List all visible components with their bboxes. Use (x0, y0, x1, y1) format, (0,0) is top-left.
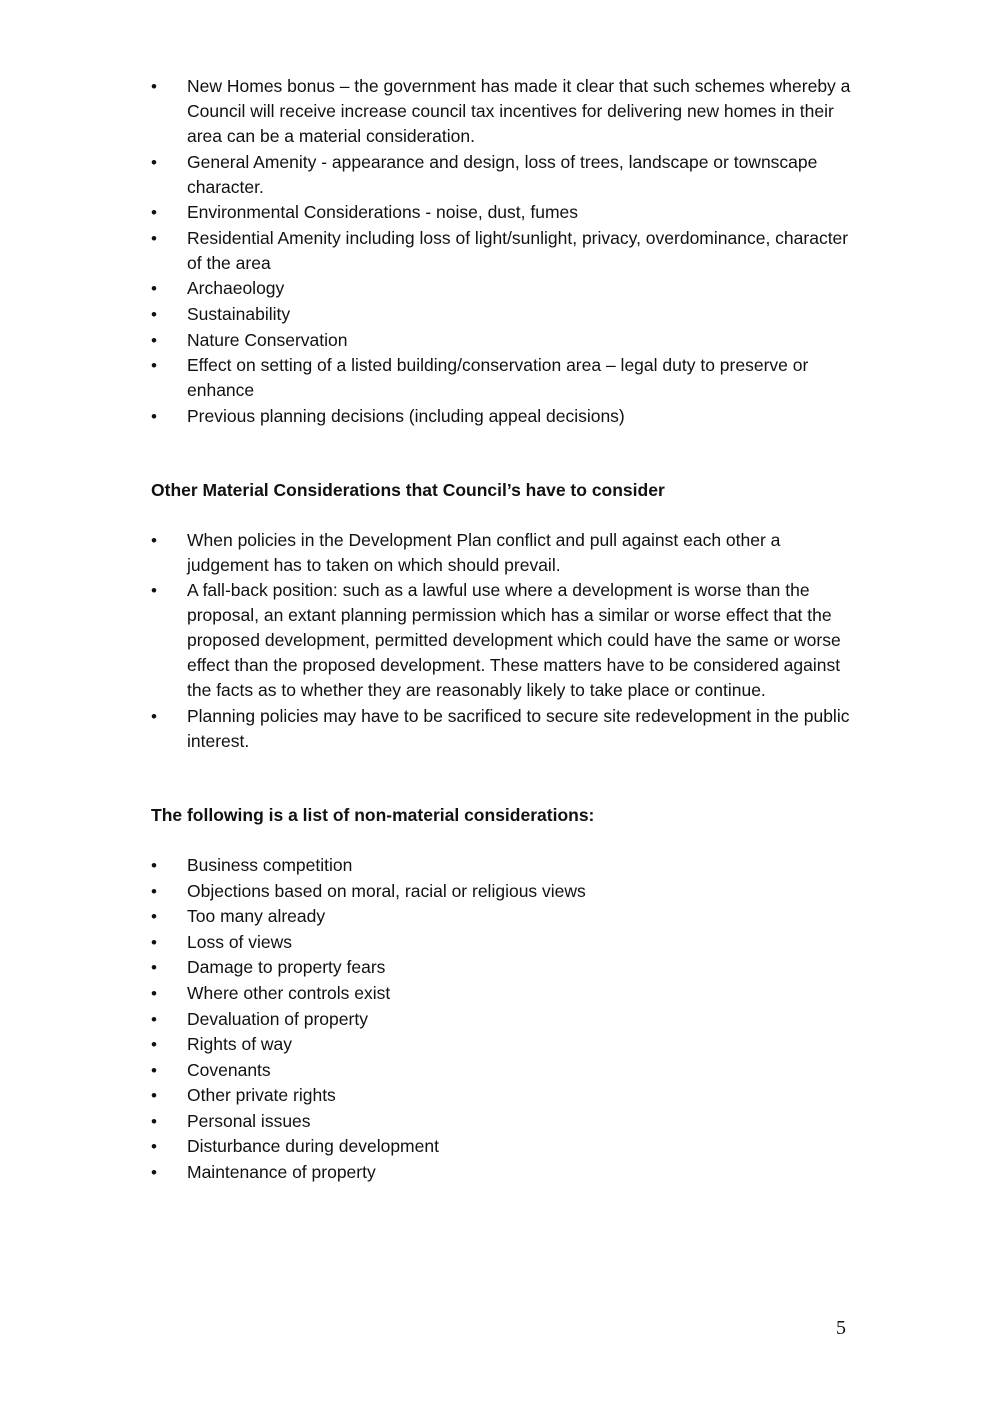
bullet-icon: • (151, 1137, 157, 1157)
section-heading-non-material: The following is a list of non-material considerations: (151, 804, 595, 825)
list-item (151, 328, 856, 353)
list-item (151, 853, 856, 878)
list-item (151, 704, 856, 754)
list-item (151, 930, 856, 955)
non-material-considerations-list (151, 853, 856, 1185)
list-item-text: New Homes bonus – the government has made it clear that such schemes whereby a Council will receive increase council tax incentives for delivering new homes in their area can be a material consideration. (187, 76, 851, 146)
bullet-icon: • (151, 356, 157, 376)
bullet-icon: • (151, 581, 157, 601)
list-item-text: Objections based on moral, racial or religious views (187, 880, 586, 901)
list-item (151, 200, 856, 225)
list-item-text: When policies in the Development Plan conflict and pull against each other a judgement has to taken on which should prevail. (187, 529, 781, 575)
bullet-icon: • (151, 203, 157, 223)
bullet-icon: • (151, 152, 157, 172)
bullet-icon: • (151, 406, 157, 426)
list-item-text: Personal issues (187, 1110, 311, 1131)
list-item-text: General Amenity - appearance and design, loss of trees, landscape or townscape character. (187, 151, 818, 197)
list-item (151, 226, 856, 276)
list-item-text: Other private rights (187, 1085, 336, 1106)
list-item (151, 1109, 856, 1134)
list-item-text: Business competition (187, 854, 353, 875)
list-item (151, 353, 856, 403)
list-item-text: Too many already (187, 906, 326, 927)
list-item (151, 1058, 856, 1083)
bullet-icon: • (151, 304, 157, 324)
list-item (151, 150, 856, 200)
list-item-text: Sustainability (187, 303, 291, 324)
bullet-icon: • (151, 855, 157, 875)
bullet-icon: • (151, 958, 157, 978)
list-item-text: Covenants (187, 1059, 271, 1080)
list-item (151, 981, 856, 1006)
list-item (151, 302, 856, 327)
bullet-icon: • (151, 932, 157, 952)
bullet-icon: • (151, 1163, 157, 1183)
bullet-icon: • (151, 1035, 157, 1055)
list-item-text: Environmental Considerations - noise, dust, fumes (187, 202, 579, 223)
list-item-text: Previous planning decisions (including appeal decisions) (187, 405, 625, 426)
list-item-text: Effect on setting of a listed building/conservation area – legal duty to preserve or enhance (187, 355, 809, 401)
list-item (151, 955, 856, 980)
list-item (151, 904, 856, 929)
bullet-icon: • (151, 983, 157, 1003)
list-item (151, 1007, 856, 1032)
list-item (151, 1032, 856, 1057)
list-item-text: Loss of views (187, 931, 293, 952)
list-item (151, 578, 856, 703)
bullet-icon: • (151, 907, 157, 927)
bullet-icon: • (151, 881, 157, 901)
section-heading-other-material: Other Material Considerations that Council’s have to consider (151, 479, 665, 500)
bullet-icon: • (151, 279, 157, 299)
list-item (151, 528, 856, 578)
list-item (151, 879, 856, 904)
document-page (151, 74, 856, 1186)
list-item-text: Damage to property fears (187, 957, 386, 978)
list-item-text: Where other controls exist (187, 982, 391, 1003)
list-item-text: Disturbance during development (187, 1136, 439, 1157)
other-material-considerations-list (151, 528, 856, 754)
bullet-icon: • (151, 330, 157, 350)
list-item-text: Residential Amenity including loss of light/sunlight, privacy, overdominance, character of the area (187, 227, 849, 273)
list-item (151, 1134, 856, 1159)
list-item (151, 1160, 856, 1185)
list-item-text: Maintenance of property (187, 1162, 376, 1183)
bullet-icon: • (151, 1086, 157, 1106)
bullet-icon: • (151, 1111, 157, 1131)
page-number: 5 (836, 1317, 846, 1339)
bullet-icon: • (151, 1009, 157, 1029)
list-item-text: A fall-back position: such as a lawful use where a development is worse than the proposal, an extant planning permission which has a similar or worse effect that the proposed development, permitted development which could have the same or worse effect than the proposed development. These matters have to be considered against the facts as to whether they are reasonably likely to take place or continue. (187, 580, 841, 701)
list-item (151, 1083, 856, 1108)
list-item (151, 74, 856, 149)
bullet-icon: • (151, 1060, 157, 1080)
bullet-icon: • (151, 77, 157, 96)
bullet-icon: • (151, 706, 157, 726)
list-item-text: Devaluation of property (187, 1008, 368, 1029)
list-item-text: Planning policies may have to be sacrificed to secure site redevelopment in the public interest. (187, 705, 850, 751)
bullet-icon: • (151, 530, 157, 550)
list-item-text: Rights of way (187, 1034, 293, 1055)
bullet-icon: • (151, 228, 157, 248)
material-considerations-list (151, 74, 856, 429)
list-item (151, 404, 856, 429)
list-item (151, 276, 856, 301)
list-item-text: Nature Conservation (187, 329, 348, 350)
list-item-text: Archaeology (187, 278, 285, 299)
